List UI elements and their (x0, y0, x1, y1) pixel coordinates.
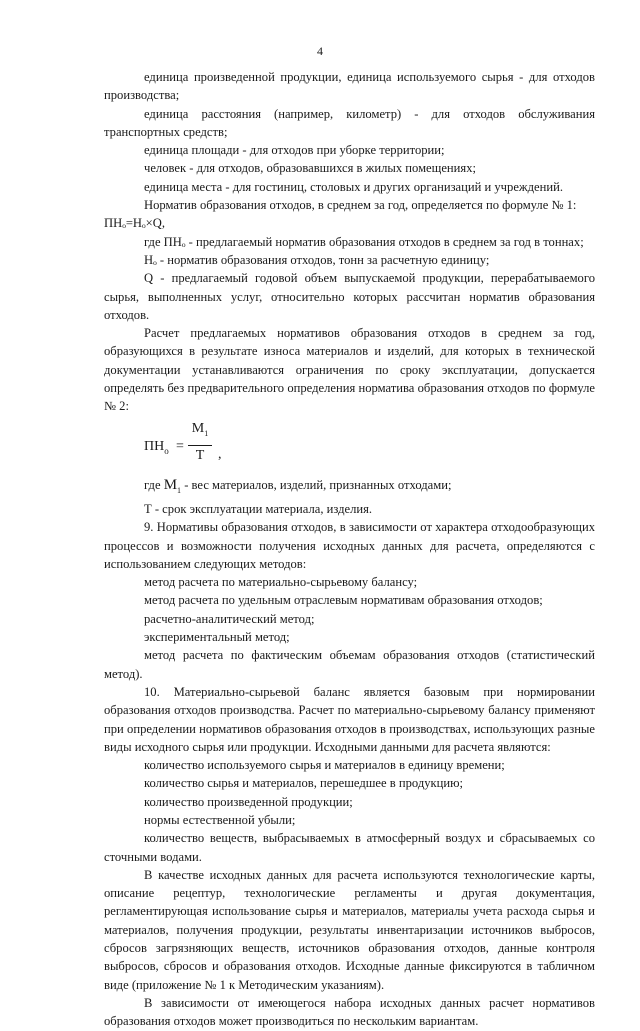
paragraph: В качестве исходных данных для расчета используются технологические карты, описание рецептур, технологические регламенты и другая документация, регламентирующая использование сырья и материалов, материалы учета расхода сырья и материалов, получения продукции, результаты инвентаризации источников выбросов, сбросов загрязняющих веществ, источников образования отходов, данные контроля выбросов, сбросов и образования отходов. Исходные данные фиксируются в табличном виде (приложение № 1 к Методическим указаниям). (104, 867, 595, 992)
paragraph: человек - для отходов, образовавшихся в жилых помещениях; (144, 161, 476, 176)
formula-lhs: $ПН_о$ (144, 438, 169, 456)
list-item: количество веществ, выбрасываемых в атмосферный воздух и сбрасываемых со сточными водами. (104, 831, 595, 864)
paragraph: единица площади - для отходов при уборке территории; (144, 143, 445, 158)
paragraph: Норматив образования отходов, в среднем за год, определяется по формуле № 1: (144, 198, 577, 213)
formula-2 (104, 416, 595, 476)
list-item: количество сырья и материалов, перешедшее в продукцию; (144, 776, 464, 791)
document-body (104, 68, 595, 1031)
paragraph: единица расстояния (например, километр) - для отходов обслуживания транспортных средств; (104, 106, 595, 139)
list-item: метод расчета по удельным отраслевым нормативам образования отходов; (144, 593, 543, 608)
list-item: метод расчета по материально-сырьевому балансу; (144, 575, 418, 590)
list-item: расчетно-аналитический метод; (144, 611, 315, 626)
list-item: нормы естественной убыли; (144, 812, 296, 827)
list-item: экспериментальный метод; (144, 630, 290, 645)
list-item: метод расчета по фактическим объемам образования отходов (статистический метод). (104, 648, 595, 681)
paragraph: где ПНₒ - предлагаемый норматив образования отходов в среднем за год в тоннах; (144, 234, 584, 249)
formula-fraction (188, 420, 212, 465)
paragraph: Т - срок эксплуатации материала, изделия. (144, 501, 373, 516)
formula-comma: , (218, 446, 222, 462)
list-item: количество произведенной продукции; (144, 794, 353, 809)
paragraph: единица произведенной продукции, единица используемого сырья - для отходов производства; (104, 70, 595, 103)
paragraph: где $М_1$ - вес материалов, изделий, признанных отходами; (144, 476, 452, 495)
formula-1: ПНₒ=Нₒ×Q, (104, 216, 165, 231)
formula-numerator: $М_1$ (188, 420, 212, 446)
page-number: 4 (317, 44, 323, 58)
paragraph: 10. Материально-сырьевой баланс является базовым при нормировании образования отходов производства. Расчет по материально-сырьевому балансу применяют при определении нормативов образования отходов в производствах, использующих разные виды исходного сырья или продукции. Исходными данными для расчета являются: (104, 684, 595, 754)
paragraph: В зависимости от имеющегося набора исходных данных расчет нормативов образования отходов может производиться по нескольким вариантам. (104, 995, 595, 1029)
paragraph: 9. Нормативы образования отходов, в зависимости от характера отходообразующих процессов и возможности получения исходных данных для расчета, определяются с использованием следующих методов: (104, 520, 595, 571)
formula-denominator: Т (195, 447, 205, 463)
paragraph: единица места - для гостиниц, столовых и других организаций и учреждений. (144, 179, 563, 194)
m-symbol: $М_1$ (163, 476, 182, 495)
formula-equals: = (176, 438, 184, 454)
paragraph: Расчет предлагаемых нормативов образования отходов в среднем за год, образующихся в результате износа материалов и изделий, для которых в технической документации устанавливаются ограничения по сроку эксплуатации, допускается определять без предварительного определения норматива образования отходов по формуле № 2: (104, 326, 595, 414)
list-item: количество используемого сырья и материалов в единицу времени; (144, 758, 505, 773)
paragraph: Q - предлагаемый годовой объем выпускаемой продукции, перерабатываемого сырья, выполненных услуг, относительно которых рассчитан норматив образования отходов. (104, 271, 595, 322)
paragraph: Нₒ - норматив образования отходов, тонн за расчетную единицу; (144, 252, 490, 267)
